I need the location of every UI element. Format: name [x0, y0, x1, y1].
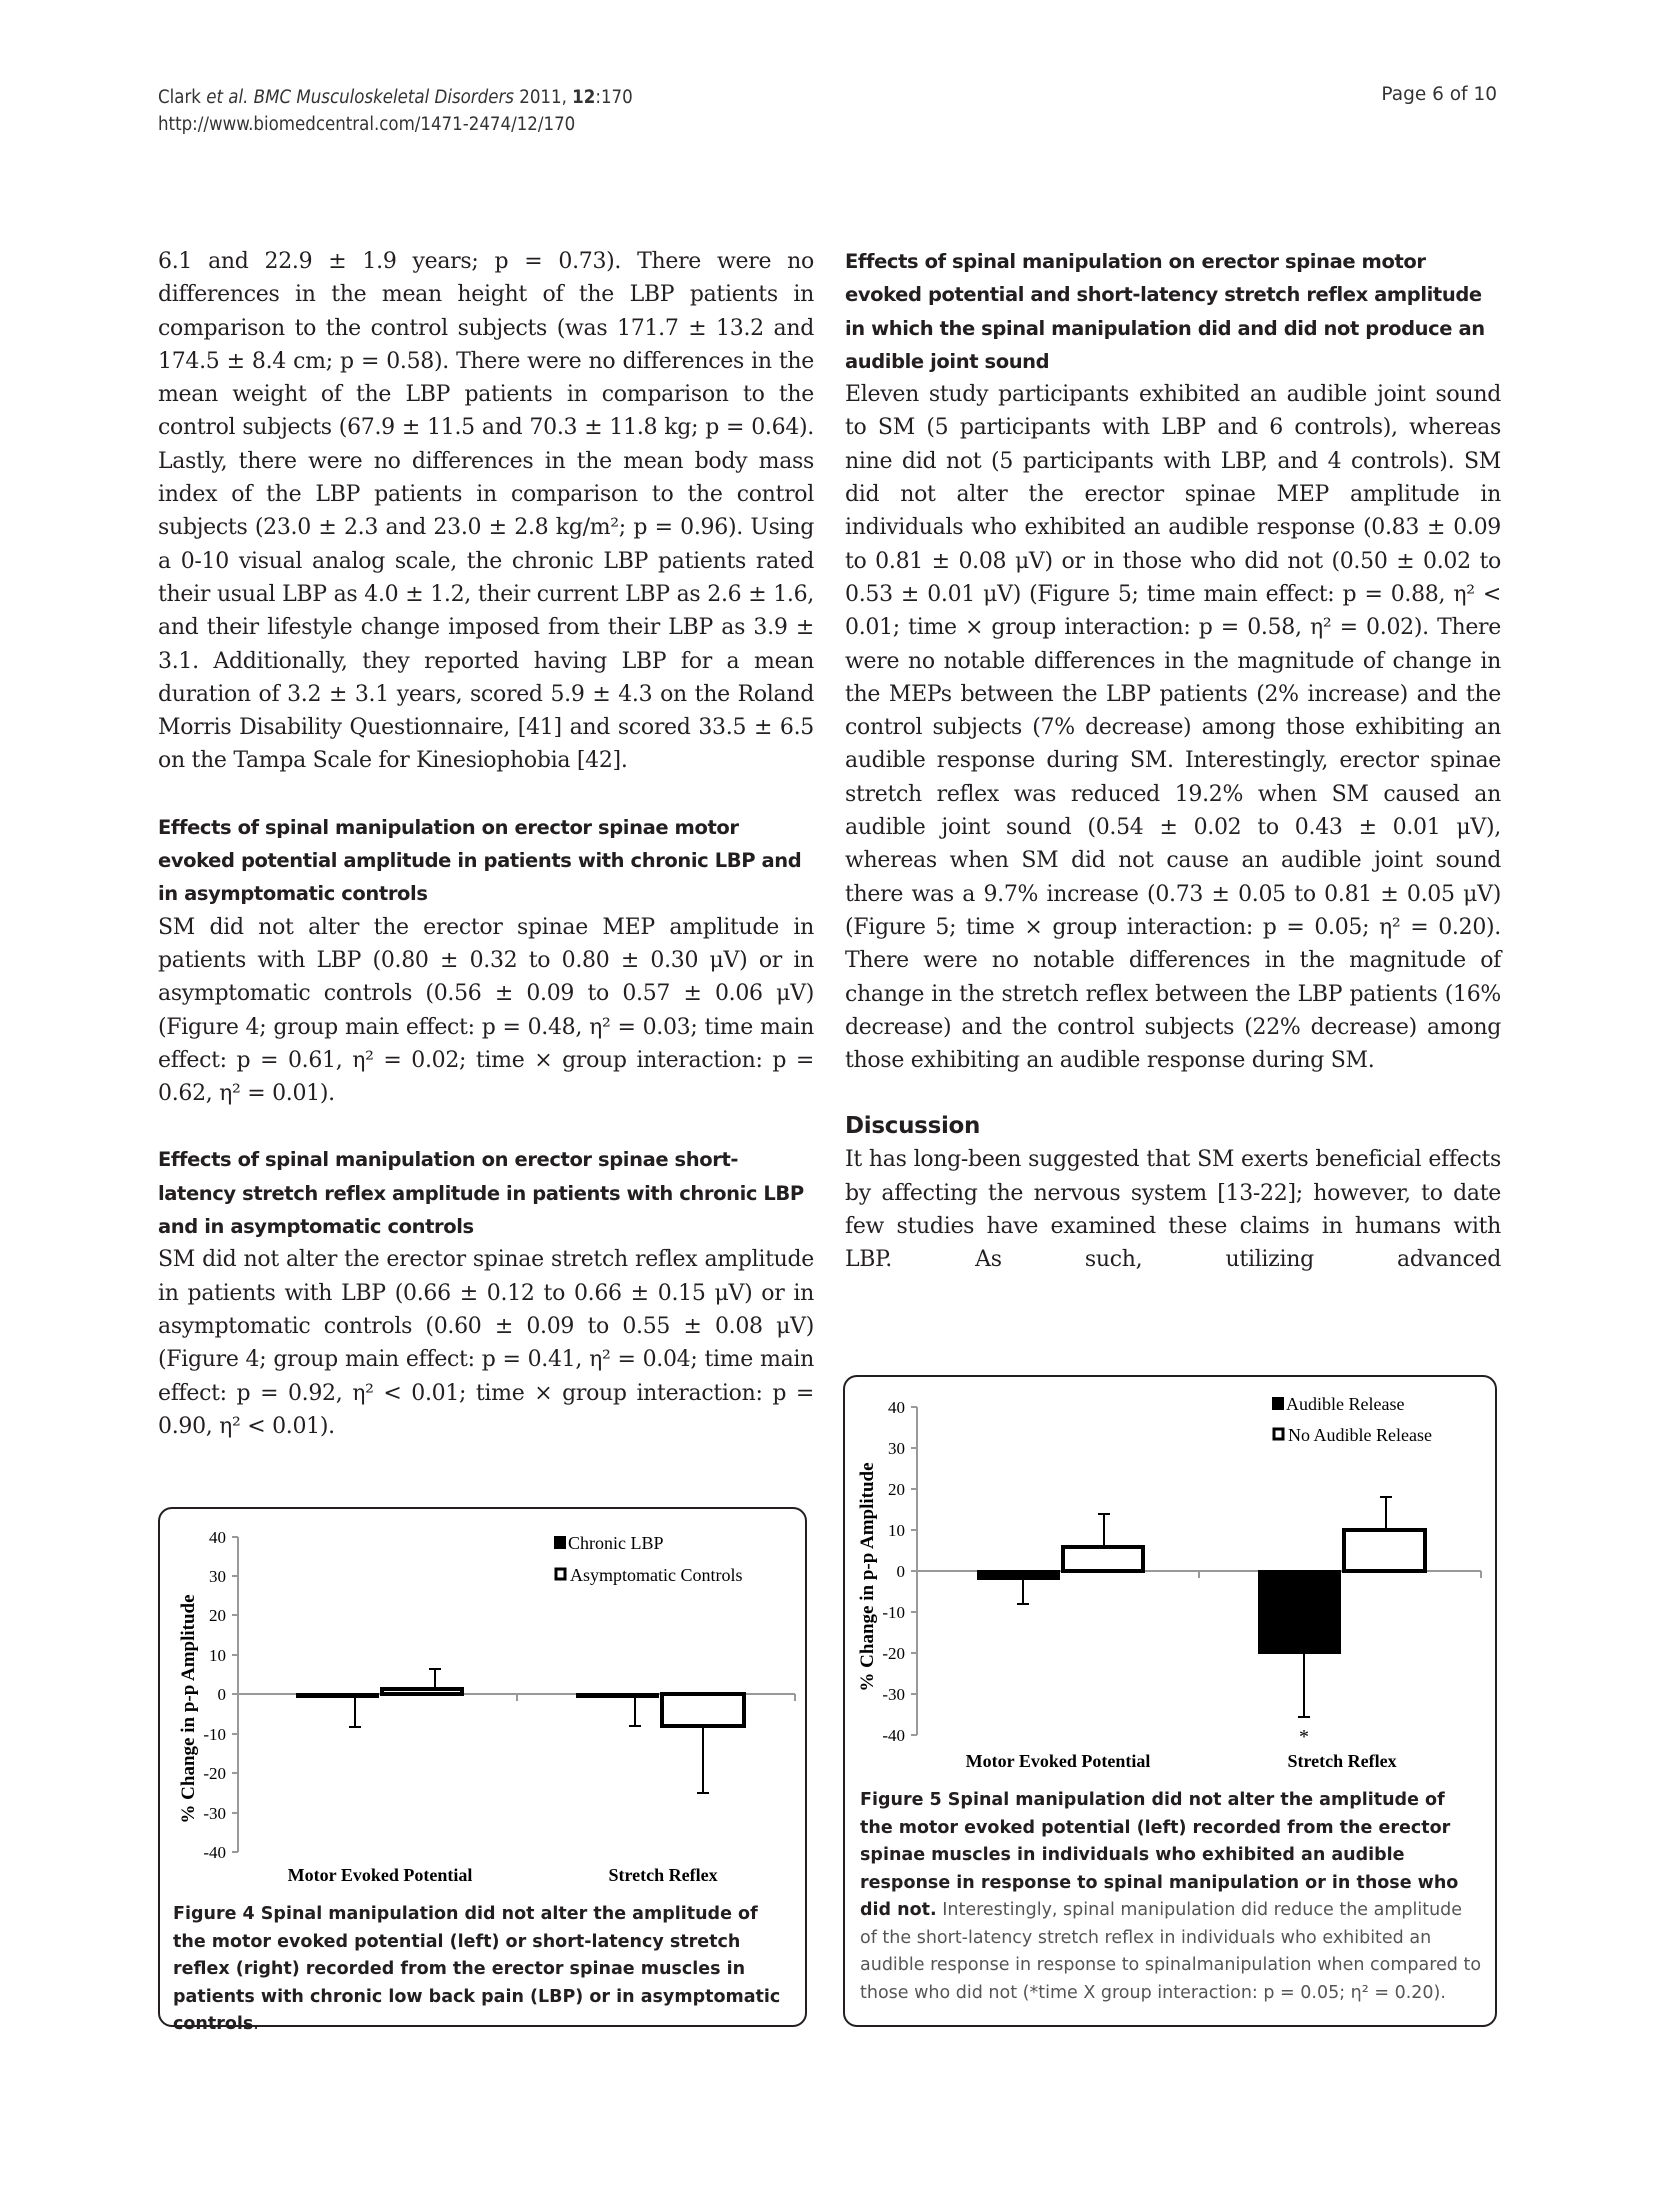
paragraph: SM did not alter the erector spinae stretch reflex amplitude in patients with LBP (0.66 ± 0.12 to 0.66 ± 0.15 μV) or in asymptomatic controls (0.60 ± 0.09 to 0.55 ± 0.08 μV) (Figure 4; group main effect: p = 0.41, η² = 0.04; time main effect: p = 0.92, η² < 0.01; time × group interaction: p = 0.90, η² < 0.01).	[158, 1247, 814, 1439]
y-axis-label: % Change in p-p Amplitude	[178, 1594, 199, 1824]
svg-text:40: 40	[888, 1398, 905, 1417]
figure-5-caption: Figure 5 Spinal manipulation did not alter the amplitude of the motor evoked potential (left) recorded from the erector spinae muscles in individuals who exhibited an audible response in response to spinal manipulation or in those who did not. Interestingly, spinal manipulation did reduce the amplitude of the short-latency stretch reflex in individuals who exhibited an audible response in response to spinalmanipulation when compared to those who did not (*time X group interaction: p = 0.05; η² = 0.20).	[860, 1790, 1482, 2003]
right-column	[845, 245, 1501, 1277]
y-tick-labels	[203, 1528, 226, 1862]
bar-no-audible-mep	[1063, 1547, 1143, 1571]
paragraph: Eleven study participants exhibited an audible joint sound to SM (5 participants with LBP and 6 controls), whereas nine did not (5 participants with LBP, and 4 controls). SM did not alter the erector spinae MEP amplitude in individuals who exhibited an audible response (0.83 ± 0.09 to 0.81 ± 0.08 μV) or in those who did not (0.50 ± 0.02 to 0.53 ± 0.01 μV) (Figure 5; time main effect: p = 0.88, η² < 0.01; time × group interaction: p = 0.58, η² = 0.02). There were no notable differences in the magnitude of change in the MEPs between the LBP patients (2% increase) and the control subjects (7% decrease) among those exhibiting an audible response during SM. Interestingly, erector spinae stretch reflex was reduced 19.2% when SM caused an audible joint sound (0.54 ± 0.02 to 0.43 ± 0.01 μV), whereas when SM did not cause an audible joint sound there was a 9.7% increase (0.73 ± 0.05 to 0.81 ± 0.05 μV) (Figure 5; time × group interaction: p = 0.05; η² = 0.20). There were no notable differences in the magnitude of change in the stretch reflex between the LBP patients (16% decrease) and the control subjects (22% decrease) among those exhibiting an audible response during SM.	[845, 382, 1501, 1074]
y-tick-labels	[882, 1398, 905, 1745]
paragraph: It has long-been suggested that SM exerts beneficial effects by affecting the nervous system [13-22]; however, to date few studies have examined these claims in humans with LBP. As such, utilizing advanced	[845, 1147, 1501, 1273]
figure-5	[843, 1375, 1497, 2027]
section-heading: Effects of spinal manipulation on erector spinae motor evoked potential and short-latency stretch reflex amplitude in which the spinal manipulation did and did not produce an audible joint sound	[845, 250, 1485, 373]
bar-no-audible-sr	[1344, 1530, 1425, 1571]
svg-text:-40: -40	[203, 1843, 226, 1862]
article-url[interactable]: http://www.biomedcentral.com/1471-2474/12/170	[158, 114, 576, 135]
running-header	[158, 84, 633, 138]
significance-asterisk: *	[1299, 1726, 1309, 1748]
bar-audible-mep	[978, 1571, 1059, 1579]
svg-text:-40: -40	[882, 1726, 905, 1745]
bar-asymptomatic-sr	[662, 1694, 744, 1726]
discussion-heading: Discussion	[845, 1113, 981, 1140]
legend-swatch-chronic	[554, 1536, 566, 1549]
svg-text:30: 30	[209, 1567, 226, 1586]
bar-chronic-mep	[297, 1694, 378, 1697]
paragraph: SM did not alter the erector spinae MEP amplitude in patients with LBP (0.80 ± 0.32 to 0.80 ± 0.30 μV) or in asymptomatic controls (0.56 ± 0.09 to 0.57 ± 0.06 μV) (Figure 4; group main effect: p = 0.48, η² = 0.03; time main effect: p = 0.61, η² = 0.02; time × group interaction: p = 0.62, η² = 0.01).	[158, 914, 814, 1107]
legend	[554, 1533, 743, 1585]
paragraph: 6.1 and 22.9 ± 1.9 years; p = 0.73). There were no differences in the mean height of the LBP patients in comparison to the control subjects (was 171.7 ± 13.2 and 174.5 ± 8.4 cm; p = 0.58). There were no differences in the mean weight of the LBP patients in comparison to the control subjects (67.9 ± 11.5 and 70.3 ± 11.8 kg; p = 0.64). Lastly, there were no differences in the mean body mass index of the LBP patients in comparison to the control subjects (23.0 ± 2.3 and 23.0 ± 2.8 kg/m²; p = 0.96). Using a 0-10 visual analog scale, the chronic LBP patients rated their usual LBP as 4.0 ± 1.2, their current LBP as 2.6 ± 1.6, and their lifestyle change imposed from their LBP as 3.9 ± 3.1. Additionally, they reported having LBP for a mean duration of 3.2 ± 3.1 years, scored 5.9 ± 4.3 on the Roland Morris Disability Questionnaire, [41] and scored 33.5 ± 6.5 on the Tampa Scale for Kinesiophobia [42].	[158, 249, 814, 774]
page-number: Page 6 of 10	[1381, 84, 1497, 105]
svg-text:0: 0	[896, 1562, 905, 1581]
citation: Clark et al. BMC Musculoskeletal Disorders 2011, 12:170	[158, 87, 633, 108]
figure-4	[158, 1507, 807, 2034]
svg-text:-10: -10	[882, 1603, 905, 1622]
figure-4-caption: Figure 4 Spinal manipulation did not alter the amplitude of the motor evoked potential (left) or short-latency stretch reflex (right) recorded from the erector spinae muscles in patients with chronic low back pain (LBP) or in asymptomatic controls.	[173, 1904, 781, 2034]
bar-asymptomatic-mep	[382, 1689, 462, 1694]
x-category-sr: Stretch Reflex	[1287, 1751, 1397, 1771]
x-category-mep: Motor Evoked Potential	[965, 1751, 1151, 1771]
legend-swatch-audible	[1272, 1397, 1284, 1410]
svg-text:-30: -30	[882, 1685, 905, 1704]
left-column	[158, 245, 814, 1443]
section-heading: Effects of spinal manipulation on erector spinae motor evoked potential amplitude in patients with chronic LBP and in asymptomatic controls	[158, 815, 802, 906]
x-category-mep: Motor Evoked Potential	[287, 1865, 473, 1885]
svg-text:-20: -20	[203, 1764, 226, 1783]
svg-text:0: 0	[217, 1685, 226, 1704]
figure-4-chart	[160, 1509, 805, 1889]
bar-chronic-sr	[577, 1694, 658, 1697]
svg-text:10: 10	[888, 1521, 905, 1540]
svg-text:-20: -20	[882, 1644, 905, 1663]
bar-audible-sr	[1259, 1571, 1340, 1653]
x-category-sr: Stretch Reflex	[608, 1865, 718, 1885]
svg-text:20: 20	[209, 1606, 226, 1625]
svg-text:30: 30	[888, 1439, 905, 1458]
section-heading: Effects of spinal manipulation on erector spinae short-latency stretch reflex amplitude in patients with chronic LBP and in asymptomatic controls	[158, 1148, 804, 1239]
svg-text:40: 40	[209, 1528, 226, 1547]
legend-swatch-asymptomatic	[556, 1569, 565, 1579]
figure-5-chart	[845, 1377, 1495, 1777]
svg-text:-10: -10	[203, 1725, 226, 1744]
legend-swatch-no-audible	[1274, 1429, 1283, 1439]
legend	[1272, 1394, 1432, 1445]
svg-text:Audible Release: Audible Release	[1286, 1394, 1405, 1414]
svg-text:Chronic LBP: Chronic LBP	[568, 1533, 664, 1553]
svg-text:No Audible Release: No Audible Release	[1288, 1425, 1432, 1445]
svg-text:Asymptomatic Controls: Asymptomatic Controls	[570, 1565, 743, 1585]
svg-text:10: 10	[209, 1646, 226, 1665]
svg-text:-30: -30	[203, 1804, 226, 1823]
svg-text:20: 20	[888, 1480, 905, 1499]
y-axis-label: % Change in p-p Amplitude	[857, 1462, 878, 1692]
